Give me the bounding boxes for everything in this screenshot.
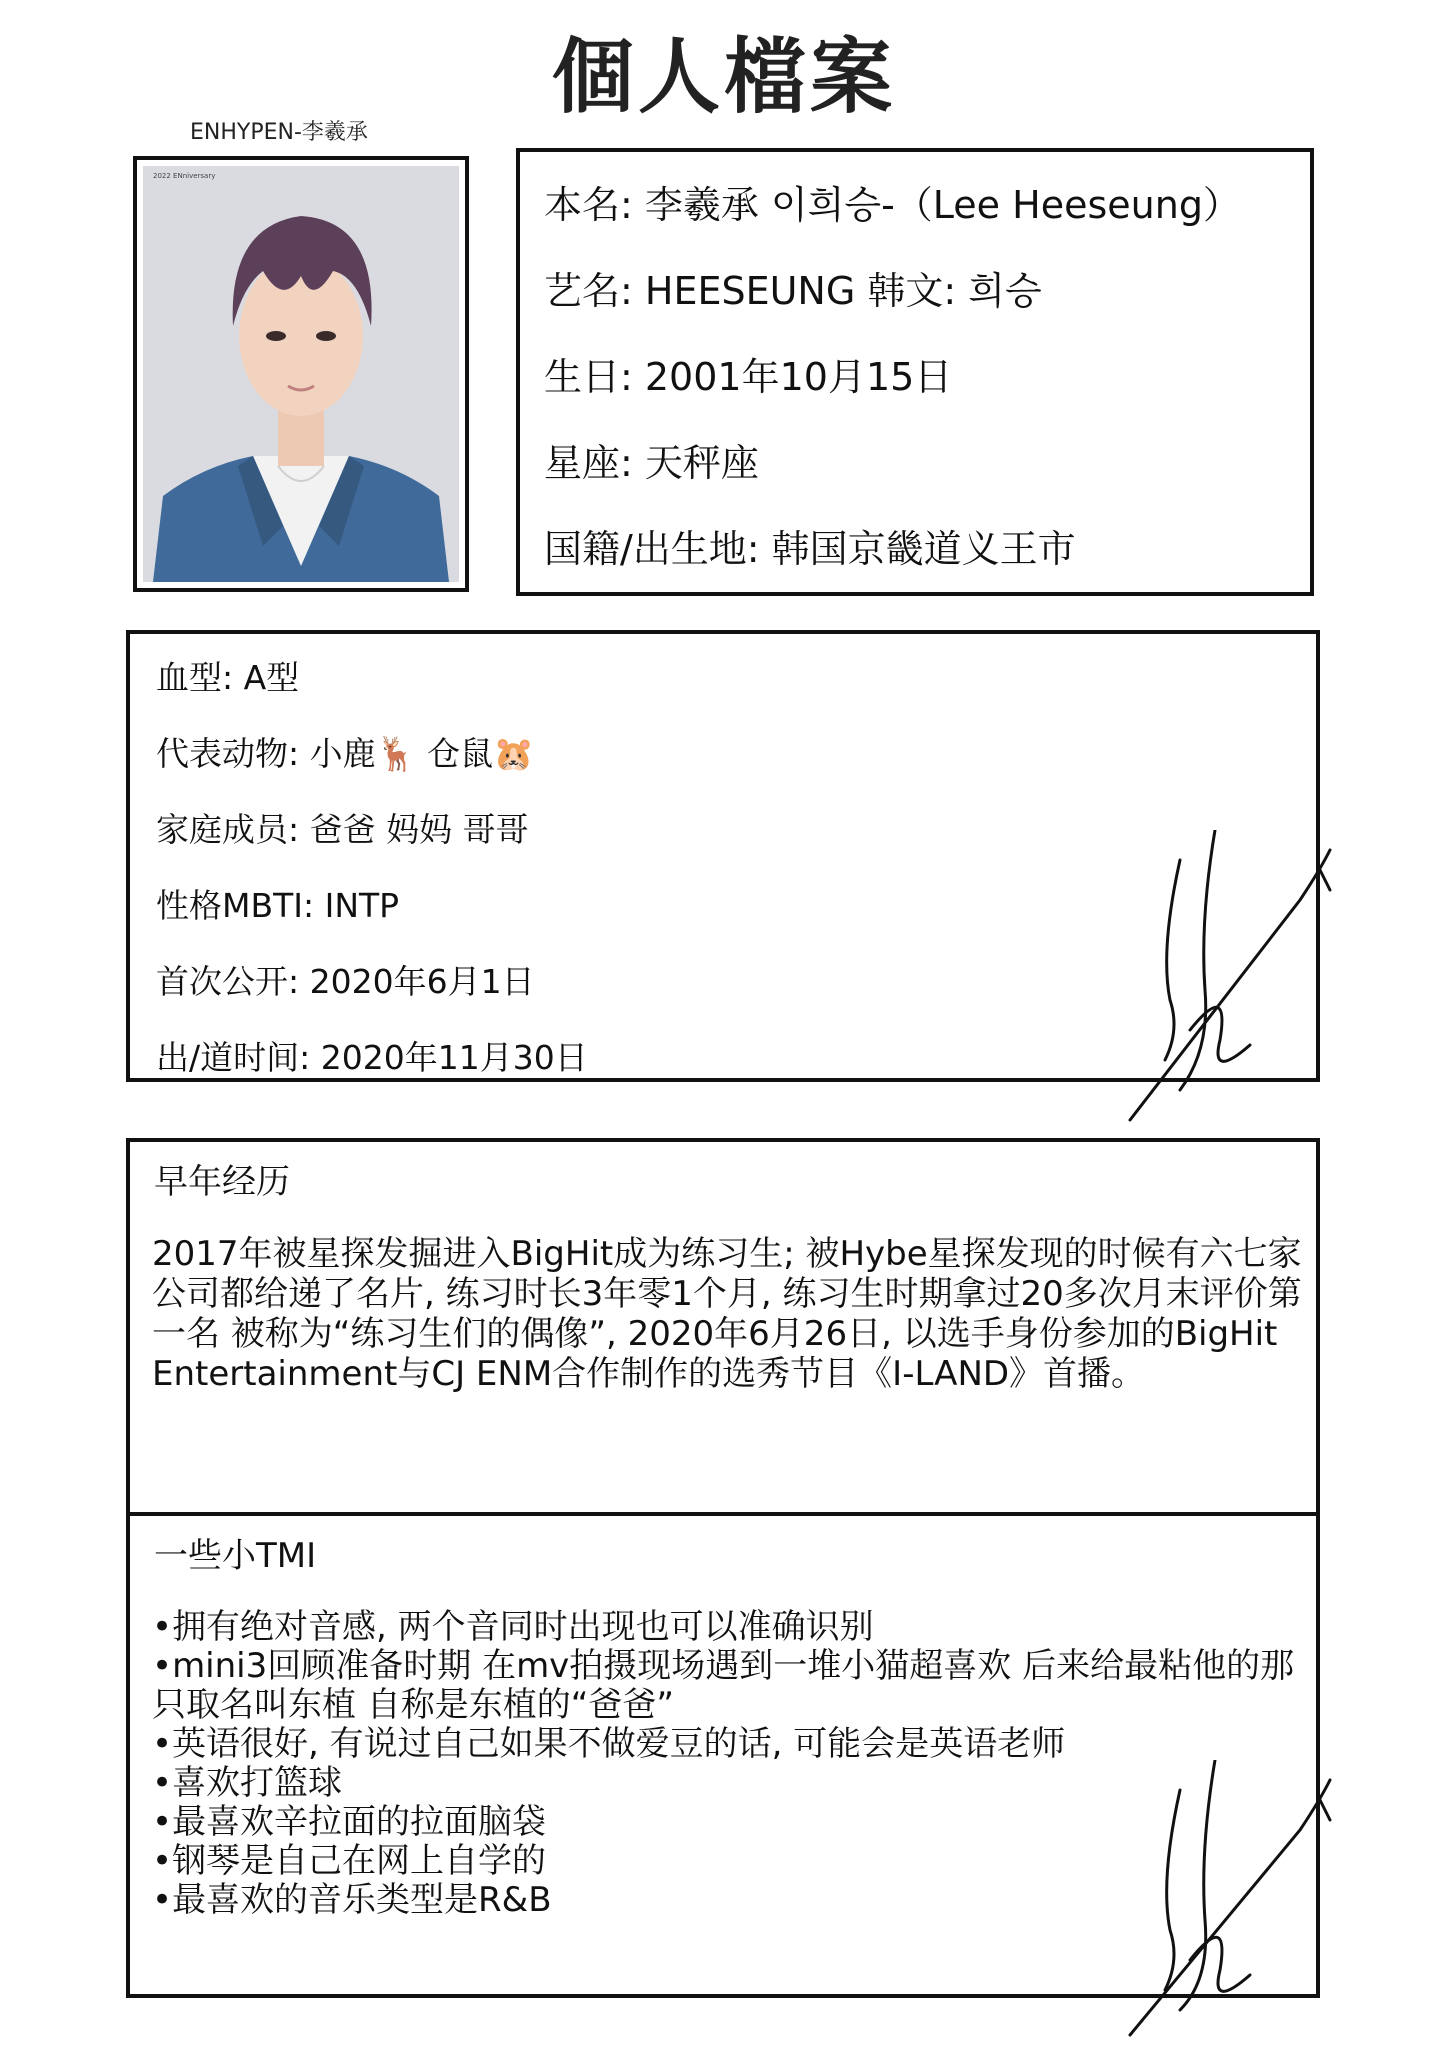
- early-history-heading: 早年经历: [154, 1162, 290, 1202]
- tmi-item: • 英语很好, 有说过自己如果不做爱豆的话, 可能会是英语老师: [152, 1725, 1302, 1764]
- tmi-item: • 拥有绝对音感, 两个音同时出现也可以准确识别: [152, 1608, 1302, 1647]
- signature-image: [1120, 1760, 1360, 2040]
- stage-name: 艺名: HEESEUNG 韩文: 희승: [544, 269, 1042, 313]
- nationality: 国籍/出生地: 韩国京畿道义王市: [544, 527, 1076, 571]
- real-name: 本名: 李羲承 이희승-（Lee Heeseung）: [544, 183, 1241, 227]
- basic-info-box: [516, 148, 1314, 596]
- mbti: 性格MBTI: INTP: [156, 886, 400, 925]
- family-members: 家庭成员: 爸爸 妈妈 哥哥: [156, 810, 529, 849]
- tmi-item: • 最喜欢的音乐类型是R&B: [152, 1881, 1302, 1920]
- page-title: 個人檔案: [551, 29, 896, 125]
- birthday: 生日: 2001年10月15日: [544, 355, 953, 399]
- zodiac: 星座: 天秤座: [544, 441, 759, 485]
- tmi-heading: 一些小TMI: [154, 1536, 317, 1576]
- tmi-item: • 钢琴是自己在网上自学的: [152, 1842, 1302, 1881]
- representative-animal: 代表动物: 小鹿🦌 仓鼠🐹: [156, 734, 535, 773]
- early-history-text: 2017年被星探发掘进入BigHit成为练习生; 被Hybe星探发现的时候有六七家公司都给递了名片, 练习时长3年零1个月, 练习生时期拿过20多次月末评价第一名 被称为“练习生们的偶像”, 2020年6月26日, 以选手身份参加的BigHit Entertainment与CJ ENM合作制作的选秀节目《I-LAND》首播。: [152, 1234, 1302, 1394]
- tmi-item: • 最喜欢辛拉面的拉面脑袋: [152, 1803, 1302, 1842]
- blood-type: 血型: A型: [156, 658, 300, 697]
- signature-image: [1120, 830, 1360, 1130]
- debut-date: 出/道时间: 2020年11月30日: [156, 1038, 588, 1077]
- portrait-illustration: [143, 166, 459, 582]
- early-history-box: [126, 1138, 1320, 1516]
- first-reveal: 首次公开: 2020年6月1日: [156, 962, 535, 1001]
- tmi-item: • mini3回顾准备时期 在mv拍摄现场遇到一堆小猫超喜欢 后来给最粘他的那只取名叫东植 自称是东植的“爸爸”: [152, 1647, 1302, 1725]
- profile-photo: [133, 156, 469, 592]
- photo-caption: ENHYPEN-李羲承: [190, 120, 368, 145]
- photo-watermark: 2022 ENniversary: [153, 172, 216, 180]
- tmi-item: • 喜欢打篮球: [152, 1764, 1302, 1803]
